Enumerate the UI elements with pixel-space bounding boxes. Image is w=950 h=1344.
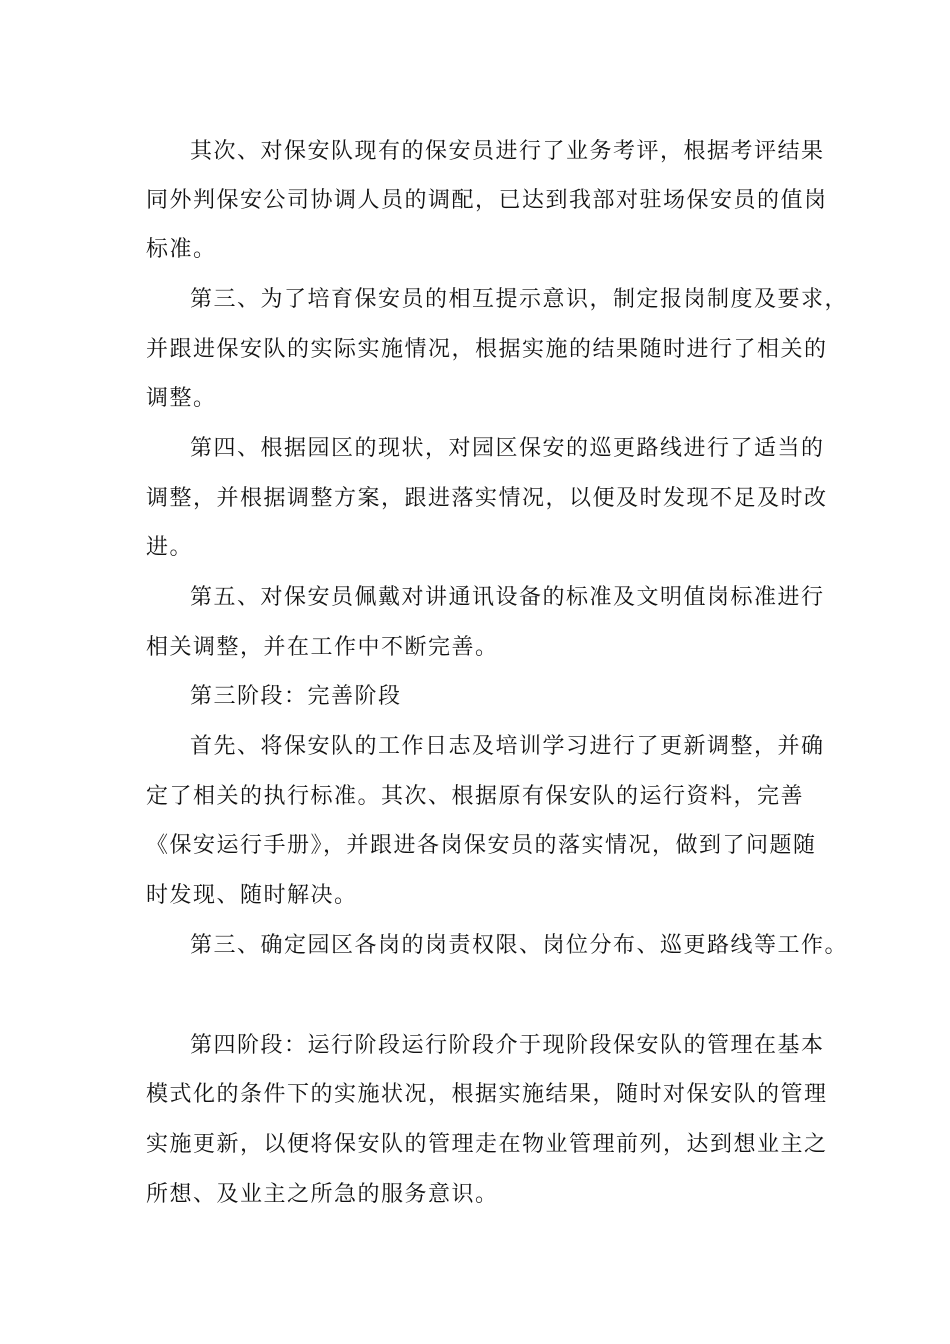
text-line: 实施更新，以便将保安队的管理走在物业管理前列，达到想业主之: [146, 1132, 828, 1157]
text-line: 并跟进保安队的实际实施情况，根据实施的结果随时进行了相关的: [146, 337, 828, 362]
text-line: 第三、为了培育保安员的相互提示意识，制定报岗制度及要求，: [190, 287, 849, 312]
text-line: 首先、将保安队的工作日志及培训学习进行了更新调整，并确: [190, 734, 825, 759]
text-line: 同外判保安公司协调人员的调配，已达到我部对驻场保安员的值岗: [146, 188, 828, 213]
text-line: 时发现、随时解决。: [146, 883, 358, 908]
text-line: 进。: [146, 535, 194, 560]
text-line: 标准。: [146, 237, 217, 262]
text-line: 第四、根据园区的现状，对园区保安的巡更路线进行了适当的: [190, 436, 825, 461]
text-line: 第三、确定园区各岗的岗责权限、岗位分布、巡更路线等工作。: [190, 933, 849, 958]
text-line: 其次、对保安队现有的保安员进行了业务考评，根据考评结果: [190, 139, 825, 164]
section-heading: 第三阶段：完善阶段: [190, 684, 402, 709]
text-line: 定了相关的执行标准。其次、根据原有保安队的运行资料，完善: [146, 784, 805, 809]
text-line: 模式化的条件下的实施状况，根据实施结果，随时对保安队的管理: [146, 1082, 828, 1107]
text-line: 调整。: [146, 386, 217, 411]
text-line: 所想、及业主之所急的服务意识。: [146, 1182, 499, 1207]
text-line: 调整，并根据调整方案，跟进落实情况，以便及时发现不足及时改: [146, 486, 828, 511]
text-line: 第四阶段：运行阶段运行阶段介于现阶段保安队的管理在基本: [190, 1033, 825, 1058]
text-line: 第五、对保安员佩戴对讲通讯设备的标准及文明值岗标准进行: [190, 585, 825, 610]
text-line: 相关调整，并在工作中不断完善。: [146, 635, 499, 660]
text-line: 《保安运行手册》，并跟进各岗保安员的落实情况，做到了问题随: [146, 833, 817, 858]
